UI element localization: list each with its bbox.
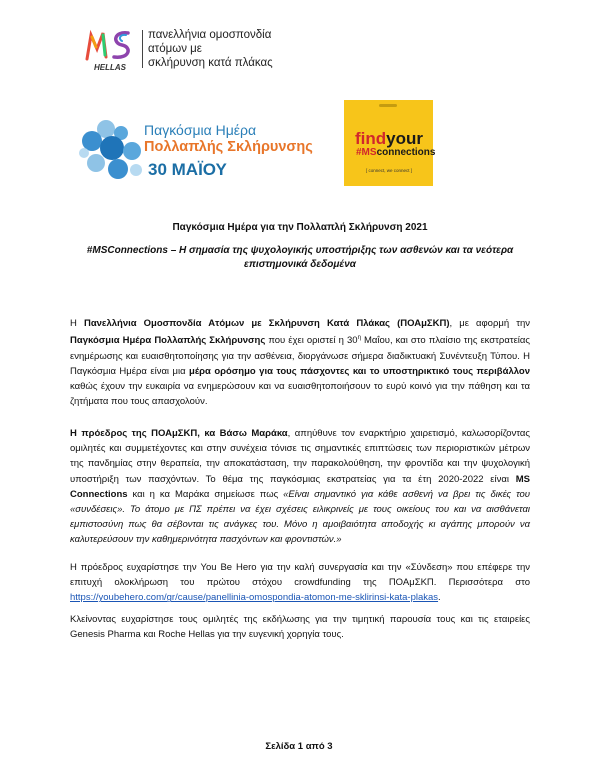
logo-find: find <box>355 129 387 148</box>
org-name-line2: ατόμων με <box>148 43 202 55</box>
page-number: Σελίδα 1 από 3 <box>265 741 333 752</box>
logo-connections: connections <box>376 147 436 158</box>
subtitle-line2: επιστημονικά δεδομένα <box>244 259 356 270</box>
youbehero-link[interactable]: https://youbehero.com/gr/cause/panellinia-omospondia-atomon-me-sklirinsi-kata-plakas <box>70 592 439 604</box>
world-day-line2: Πολλαπλής Σκλήρυνσης <box>144 139 313 155</box>
ms-hellas-logo <box>84 27 142 73</box>
org-name-line3: σκλήρυνση κατά πλάκας <box>148 57 273 69</box>
logo-tagline: [ connect, we connect ] <box>366 168 413 173</box>
paragraph-thanks: Η πρόεδρος ευχαρίστησε την You Be Hero για την καλή συνεργασία και την «Σύνδεση» που επέφερε την επιτυχή ολοκλήρωση του πρώτου στόχου crowdfunding της ΠΟΑμΣΚΠ. Περισσότερα στο https://youbehero.com/gr/cause/panellinia-omospondia-atomon-me-sklirinsi-kata-plakas. <box>70 562 530 604</box>
paragraph-closing: Κλείνοντας ευχαρίστησε τους ομιλητές της εκδήλωσης για την τιμητική παρουσία τους και τις εταιρείες Genesis Pharma και Roche Hellas για την ευγενική χορηγία τους. <box>70 614 530 641</box>
logo-your: your <box>386 129 423 148</box>
org-name-line1: πανελλήνια ομοσπονδία <box>148 29 272 41</box>
world-ms-day-text <box>144 122 313 180</box>
subtitle-line1: #MSConnections – Η σημασία της ψυχολογικής υποστήριξης των ασθενών και τα νεότερα <box>86 245 514 256</box>
world-day-date: 30 ΜΑΪΟΥ <box>148 160 227 179</box>
logo-subtext: HELLAS <box>94 63 126 72</box>
page-subtitle <box>70 244 530 272</box>
paragraph-president: Η πρόεδρος της ΠΟΑμΣΚΠ, κα Βάσω Μαράκα, απηύθυνε τον εναρκτήριο χαιρετισμό, καλωσορίζοντας ομιλητές και συμμετέχοντες και στην συνέχεια τόνισε τις σημαντικές επιπτώσεις των περιοριστικών μέτρων της πανδημίας στην θεραπεία, την αποκατάσταση, την παρακολούθηση, την φροντίδα και την ψυχολογική υποστήριξη των πασχόντων. Το θέμα της παγκόσμιας εκστρατείας για τα έτη 2020-2022 είναι MS Connections και η κα Μαράκα σημείωσε πως «Είναι σημαντικό για κάθε ασθενή να βρει τις δικές του «συνδέσεις». Το άτομο με ΠΣ πρέπει να έχει σχέσεις ειλικρινείς με τους οικείους του και να αισθάνεται εμπιστοσύνη πως θα σέβονται τις ανάγκες του. Μόνο η αμοιβαιότητα αποδοχής κι αγάπης μπορούν να καλυτερεύσουν την καθημερινότητα πασχόντων και φροντιστών.» <box>70 428 530 546</box>
logo-hashtag: #MS <box>356 147 377 158</box>
org-name <box>148 28 273 70</box>
page-title: Παγκόσμια Ημέρα για την Πολλαπλή Σκλήρυνση 2021 <box>172 222 428 233</box>
world-day-line1: Παγκόσμια Ημέρα <box>144 122 257 138</box>
find-your-ms-connections-logo <box>344 100 436 186</box>
logo-accent-icon <box>379 104 397 107</box>
paragraph-intro: Η Πανελλήνια Ομοσπονδία Ατόμων με Σκλήρυνση Κατά Πλάκας (ΠΟΑμΣΚΠ), με αφορμή την Παγκόσμια Ημέρα Πολλαπλής Σκλήρυνσης που έχει οριστεί η $30^\eta$ Μαΐου, και στο πλαίσιο της εκστρατείας ενημέρωσης και ευαισθητοποίησης για την ασθένεια, διοργάνωσε σήμερα διαδικτυακή Συνέντευξη Τύπου. Η Παγκόσμια Ημέρα είναι μια μέρα ορόσημο για τους πάσχοντες και το υποστηρικτικό τους περιβάλλον καθώς έχουν την ευκαιρία να ενημερώσουν και να ευαισθητοποιήσουν το ευρύ κοινό για την πάθηση και τα ζητήματα που τους απασχολούν. <box>70 318 530 408</box>
